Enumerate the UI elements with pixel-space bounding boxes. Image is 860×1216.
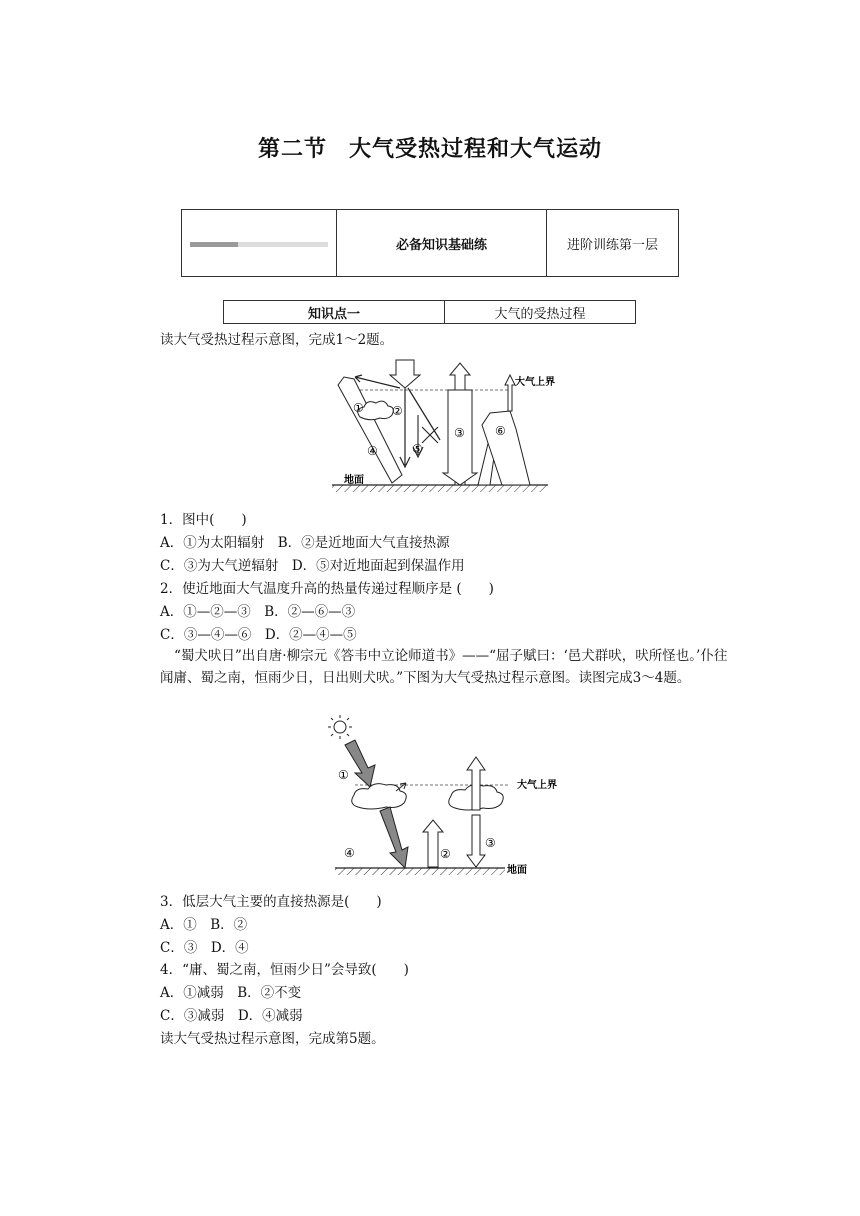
fig1-ground-label: 地面: [344, 475, 364, 486]
passage-3-4: “蜀犬吠日”出自唐·柳宗元《答韦中立论师道书》——“屈子赋曰：‘邑犬群吠，吠所怪也。’仆往闻庸、蜀之南，恒雨少日，日出则犬吠。”下图为大气受热过程示意图。读图完成3～4题。: [160, 648, 728, 686]
figure-2-heating-diagram: [320, 715, 580, 880]
fig1-label-3: ③: [454, 426, 465, 440]
fig2-label-4: ④: [344, 846, 355, 860]
knowledge-topic: 大气的受热过程: [494, 306, 586, 322]
arrow-1: [345, 740, 375, 787]
section-number: 第二节: [257, 137, 327, 162]
section-title: 大气受热过程和大气运动: [349, 137, 603, 162]
q3-stem: 3．低层大气主要的直接热源是( ): [160, 894, 382, 910]
banner-right: 进阶训练第一层: [566, 237, 658, 253]
exercise-banner: [181, 209, 679, 277]
progress-cell: [182, 210, 337, 276]
cloud-left: [352, 784, 407, 809]
q4-options-ab: A．①减弱 B．②不变: [160, 985, 302, 1001]
q2-options-ab: A．①—②—③ B．②—⑥—③: [160, 604, 356, 620]
arrow-2: [400, 388, 410, 467]
fig1-label-1: ①: [353, 401, 364, 415]
fig1-upper-label: 大气上界: [515, 377, 555, 388]
fig1-label-4: ④: [367, 444, 378, 458]
page-title: [0, 132, 860, 163]
q2-options-cd: C．③—④—⑥ D．②—④—⑤: [160, 627, 357, 643]
fig2-ground-label: 地面: [507, 865, 527, 876]
q3-options-ab: A．① B．②: [160, 917, 248, 933]
arrow-3: [467, 815, 485, 867]
q2-stem: 2．使近地面大气温度升高的热量传递过程顺序是 ( ): [160, 581, 494, 597]
fig2-label-3: ③: [485, 836, 496, 850]
figure-1-heating-diagram: [320, 355, 560, 497]
knowledge-label: 知识点一: [224, 301, 445, 323]
solar-radiation-arrow: [390, 360, 420, 388]
q1-stem: 1．图中( ): [160, 512, 247, 528]
banner-center: 必备知识基础练: [337, 210, 547, 276]
intro-5: 读大气受热过程示意图，完成第5题。: [160, 1031, 385, 1047]
sun-icon: [328, 715, 352, 739]
knowledge-point-table: [223, 300, 636, 324]
q1-options-ab: A．①为太阳辐射 B．②是近地面大气直接热源: [160, 535, 450, 551]
arrow-4: [380, 807, 408, 868]
intro-1-2: 读大气受热过程示意图，完成1～2题。: [160, 332, 394, 348]
q4-options-cd: C．③减弱 D．④减弱: [160, 1008, 303, 1024]
q3-options-cd: C．③ D．④: [160, 940, 249, 956]
ground-hatch: [332, 485, 548, 492]
q4-stem: 4．“庸、蜀之南，恒雨少日”会导致( ): [160, 962, 409, 978]
fig2-label-2: ②: [440, 847, 451, 861]
fig1-label-6: ⑥: [495, 424, 506, 438]
fig1-label-5: ⑤: [412, 442, 423, 456]
fig2-upper-label: 大气上界: [517, 780, 557, 791]
fig1-label-2: ②: [392, 404, 403, 418]
arrow-4: [338, 377, 402, 483]
progress-fill: [190, 242, 238, 247]
progress-bar: [190, 242, 328, 247]
fig2-label-1: ①: [338, 768, 349, 782]
q1-options-cd: C．③为大气逆辐射 D．⑤对近地面起到保温作用: [160, 558, 465, 574]
